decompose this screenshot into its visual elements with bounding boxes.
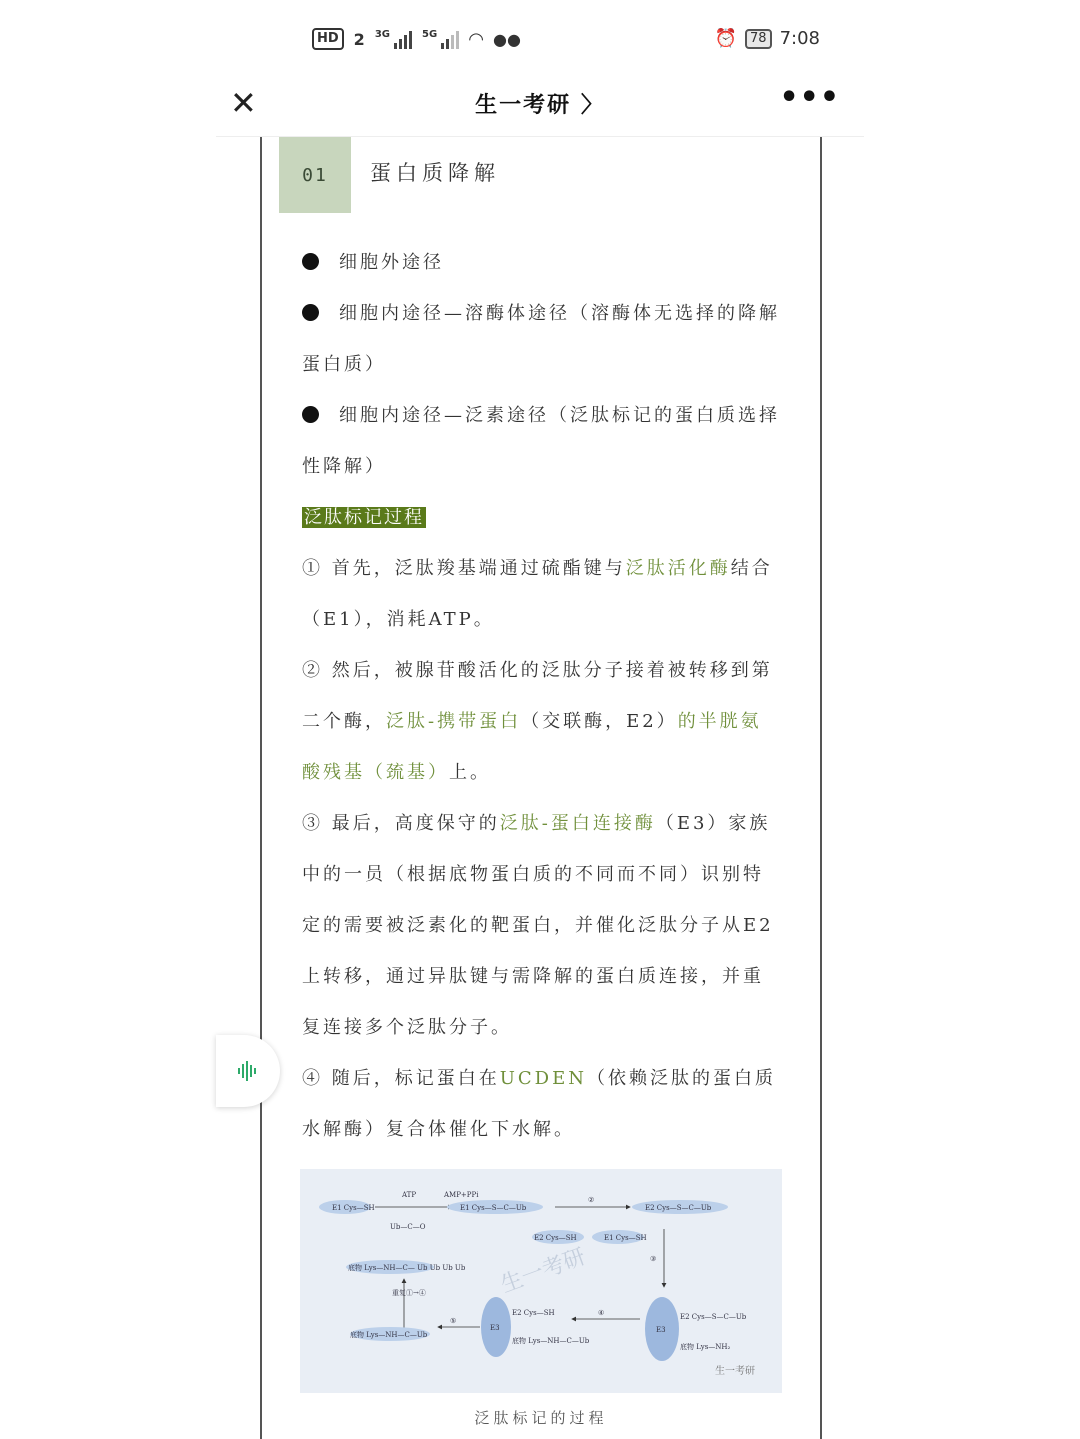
clock: 7:08 xyxy=(779,28,820,49)
section-number: 01 xyxy=(279,137,351,213)
step-text: ② 然后，被腺苷酸活化的泛肽分子接着被转移到第二个酶， xyxy=(302,660,773,732)
step-text: 结合（E1），消耗ATP。 xyxy=(302,558,773,630)
step-4 xyxy=(302,1053,782,1155)
label-e2-s-ub: E2 Cys—S—C—Ub xyxy=(645,1204,712,1212)
audio-wave-icon xyxy=(237,1060,259,1082)
more-icon[interactable]: ••• xyxy=(779,80,840,115)
label-substrate-chain: 底物 Lys—NH—C— Ub Ub Ub Ub xyxy=(348,1264,466,1272)
credit-text: 生一考研 xyxy=(715,1366,755,1377)
step-text: （交联酶，E2） xyxy=(521,711,678,732)
step-1 xyxy=(302,543,782,645)
label-ub-co: Ub—C—O xyxy=(390,1223,426,1231)
step-term: UCDEN xyxy=(499,1068,587,1089)
net2-label: 5G xyxy=(421,29,438,40)
net1-label: 3G xyxy=(374,29,390,40)
highlight-heading xyxy=(302,492,782,543)
status-right xyxy=(715,28,820,49)
step-3 xyxy=(302,798,782,1053)
label-e2-sh2: E2 Cys—SH xyxy=(512,1309,555,1317)
bullet-text: 细胞内途径—溶酶体途径（溶酶体无选择的降解蛋白质） xyxy=(302,303,780,375)
step-text: ① 首先，泛肽羧基端通过硫酯键与 xyxy=(302,558,626,579)
signal-5g-icon xyxy=(422,29,459,49)
label-atp: ATP xyxy=(402,1191,417,1199)
label-amp: AMP+PPi xyxy=(444,1191,479,1199)
step-text: ④ 随后，标记蛋白在 xyxy=(302,1068,500,1089)
wifi-icon: ◠ xyxy=(469,28,483,50)
bullet-item xyxy=(302,237,782,288)
bullet-item xyxy=(302,288,782,390)
alarm-icon: ⏰ xyxy=(714,28,738,49)
bullet-dot-icon xyxy=(302,406,319,423)
step-text: （E3）家族中的一员（根据底物蛋白质的不同而不同）识别特定的需要被泛素化的靶蛋白，并催化泛肽分子从E2上转移，通过异肽键与需降解的蛋白质连接，并重复连接多个泛肽分子。 xyxy=(302,813,774,1038)
signal-3g-icon xyxy=(375,29,412,49)
wechat-icon: ●● xyxy=(493,29,521,49)
close-icon[interactable]: ✕ xyxy=(230,84,257,122)
article-body xyxy=(302,237,782,1155)
label-sub-ub2: 底物 Lys—NH—C—Ub xyxy=(512,1337,590,1345)
account-title[interactable]: 生一考研 〉 xyxy=(475,93,605,118)
label-e3-b: E3 xyxy=(656,1326,666,1334)
bullet-text: 细胞内途径—泛素途径（泛肽标记的蛋白质选择性降解） xyxy=(302,405,780,477)
sim-number: 2 xyxy=(353,29,365,49)
section-title: 蛋白质降解 xyxy=(370,161,500,185)
status-left xyxy=(312,28,521,50)
battery-indicator: 78 xyxy=(745,29,772,49)
label-sub-nh2: 底物 Lys—NH₂ xyxy=(680,1343,731,1351)
ubiquitination-figure[interactable] xyxy=(300,1169,782,1393)
label-e1-s-ub: E1 Cys—S—C—Ub xyxy=(460,1204,527,1212)
label-n4: ④ xyxy=(598,1309,605,1317)
label-e3-a: E3 xyxy=(490,1324,500,1332)
step-text: 上。 xyxy=(449,762,491,783)
label-e1-sh: E1 Cys—SH xyxy=(332,1204,375,1212)
bullet-item xyxy=(302,390,782,492)
step-2 xyxy=(302,645,782,798)
step-text: ③ 最后，高度保守的 xyxy=(302,813,500,834)
step-term: 泛肽-蛋白连接酶 xyxy=(499,813,656,834)
label-repeat: 重复①→④ xyxy=(392,1289,426,1297)
label-e2-s-ub2: E2 Cys—S—C—Ub xyxy=(680,1313,747,1321)
step-term: 泛肽-携带蛋白 xyxy=(386,711,522,732)
watermark-text: 生一考研 xyxy=(497,1244,589,1299)
label-e2-sh: E2 Cys—SH xyxy=(534,1234,577,1242)
bullet-text: 细胞外途径 xyxy=(339,252,444,273)
step-text: （依赖泛肽的蛋白质水解酶）复合体催化下水解。 xyxy=(302,1068,776,1140)
step-term: 泛肽活化酶 xyxy=(625,558,731,579)
figure-caption: 泛肽标记的过程 xyxy=(474,1409,608,1427)
bullet-dot-icon xyxy=(302,304,319,321)
hd-badge: HD xyxy=(312,28,344,50)
nav-bar xyxy=(216,70,864,137)
step-term: 的半胱氨酸残基（巯基） xyxy=(302,711,762,783)
status-bar xyxy=(0,0,1080,80)
label-e1-sh2: E1 Cys—SH xyxy=(604,1234,647,1242)
label-n3: ③ xyxy=(650,1255,657,1263)
highlight-text: 泛肽标记过程 xyxy=(304,507,424,528)
article-card xyxy=(260,137,822,1439)
bullet-dot-icon xyxy=(302,253,319,270)
label-n5: ⑤ xyxy=(450,1317,457,1325)
pathway-diagram xyxy=(300,1169,782,1393)
label-n2: ② xyxy=(588,1196,595,1204)
label-sub-ub: 底物 Lys—NH—C—Ub xyxy=(350,1331,428,1339)
